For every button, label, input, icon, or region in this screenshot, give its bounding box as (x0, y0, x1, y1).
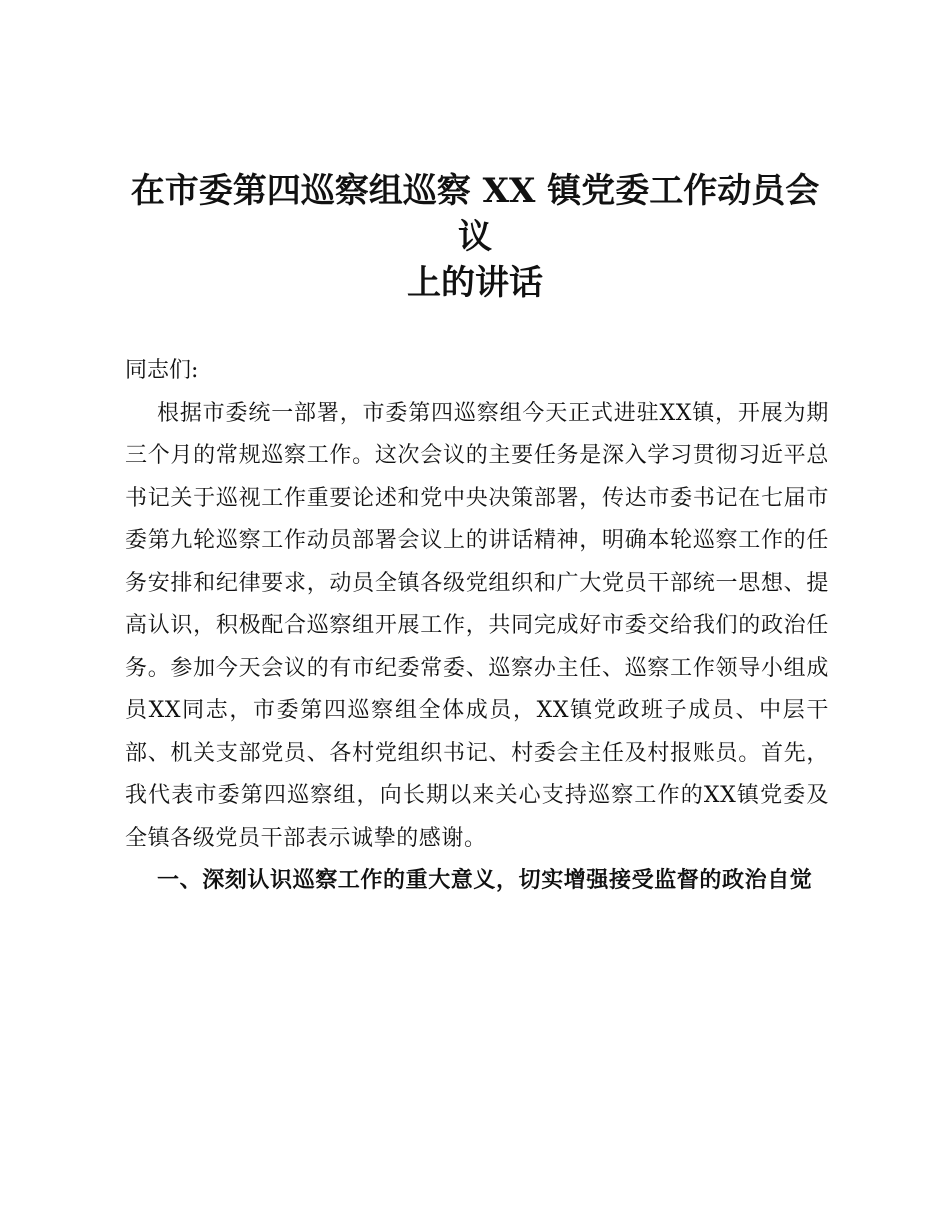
salutation: 同志们: (125, 358, 199, 383)
document-title-line-1: 在市委第四巡察组巡察 XX 镇党委工作动员会议 (130, 171, 820, 257)
document-body (125, 350, 829, 903)
opening-paragraph: 根据市委统一部署，市委第四巡察组今天正式进驻XX镇，开展为期三个月的常规巡察工作。这次会议的主要任务是深入学习贯彻习近平总书记关于巡视工作重要论述和党中央决策部署，传达市委书记在七届市委第九轮巡察工作动员部署会议上的讲话精神，明确本轮巡察工作的任务安排和纪律要求，动员全镇各级党组织和广大党员干部统一思想、提高认识，积极配合巡察组开展工作，共同完成好市委交给我们的政治任务。参加今天会议的有市纪委常委、巡察办主任、巡察工作领导小组成员XX同志，市委第四巡察组全体成员，XX镇党政班子成员、中层干部、机关支部党员、各村党组织书记、村委会主任及村报账员。首先，我代表市委第四巡察组，向长期以来关心支持巡察工作的XX镇党委及全镇各级党员干部表示诚挚的感谢。 (125, 400, 829, 851)
section-heading-1: 一、深刻认识巡察工作的重大意义，切实增强接受监督的政治自觉 (157, 868, 813, 893)
document-title (115, 168, 835, 306)
document-title-line-2: 上的讲话 (407, 263, 543, 303)
